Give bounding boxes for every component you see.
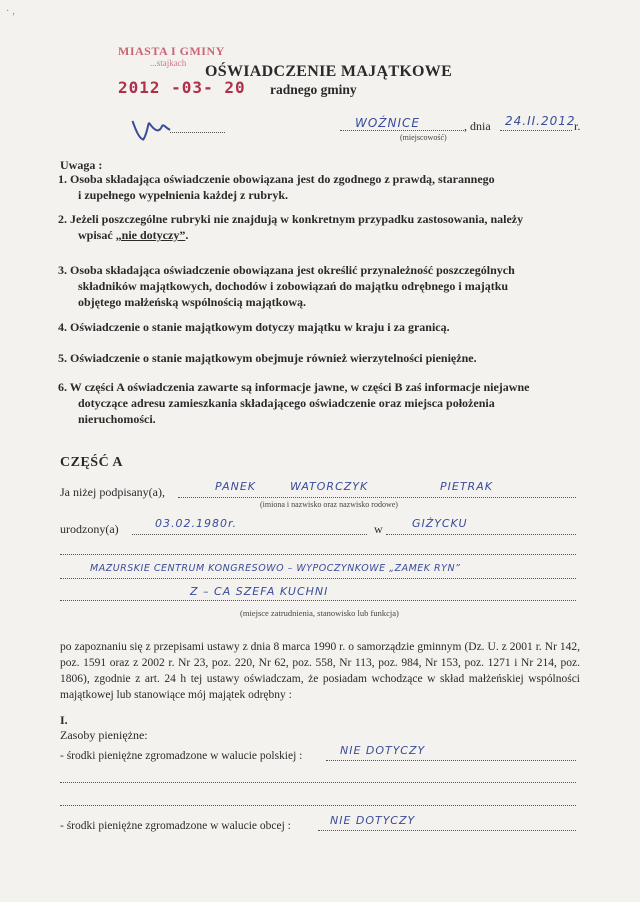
note-1-text: Osoba składająca oświadczenie obowiązana jest do zgodnego z prawdą, starannego [70, 172, 495, 186]
office-stamp-place: ...stajkach [150, 58, 187, 68]
signer-third-name: PIETRAK [440, 480, 493, 493]
note-4 [58, 319, 580, 335]
date-prefix: , dnia [464, 119, 491, 133]
received-date-stamp: 2012 -03- 20 [118, 78, 246, 97]
note-2-text: Jeżeli poszczególne rubryki nie znajdują w konkretnym przypadku zastosowania, należy [70, 212, 524, 226]
blank-dotted-line [60, 554, 576, 555]
note-6 [58, 379, 580, 427]
foreign-funds-label: - środki pieniężne zgromadzone w walucie obcej : [60, 820, 291, 832]
signer-hint: (imiona i nazwisko oraz nazwisko rodowe) [260, 500, 398, 509]
born-date-value: 03.02.1980r. [155, 517, 237, 530]
signer-second-name: WATORCZYK [290, 480, 369, 493]
pln-funds-extra-line-2 [60, 805, 576, 806]
note-5-number: 5. [58, 351, 67, 365]
note-2-continuation [58, 227, 580, 243]
pln-funds-value: NIE DOTYCZY [340, 744, 426, 757]
born-date-dotted-line [132, 534, 367, 535]
signer-dotted-line [178, 497, 576, 498]
note-1-number: 1. [58, 172, 67, 186]
section-one-heading: Zasoby pieniężne: [60, 728, 148, 742]
note-6-number: 6. [58, 380, 67, 394]
place-dotted-line [340, 130, 464, 131]
note-6-continuation-2: nieruchomości. [78, 412, 156, 426]
date-dotted-line [500, 130, 572, 131]
document-subtitle: radnego gminy [270, 82, 357, 97]
place-hint: (miejscowość) [400, 133, 447, 142]
employment-dotted-line-1 [60, 578, 576, 579]
note-3 [58, 262, 580, 310]
note-3-continuation: składników majątkowych, dochodów i zobowiązań do majątku odrębnego i majątku [78, 279, 509, 293]
note-2-cont-quote: „nie dotyczy” [115, 228, 186, 242]
employment-value-1: MAZURSKIE CENTRUM KONGRESOWO – WYPOCZYNKOWE „ZAMEK RYN” [90, 563, 461, 574]
initials-signature-icon [128, 109, 180, 145]
note-2-cont-prefix: wpisać [78, 228, 113, 242]
note-1 [58, 171, 580, 203]
office-stamp: MIASTA I GMINY [118, 44, 225, 58]
initials-dotted-line [170, 132, 225, 133]
born-in-label: w [374, 522, 383, 536]
note-6-continuation: dotyczące adresu zamieszkania składającego oświadczenie oraz miejsca położenia [78, 396, 495, 410]
note-2 [58, 211, 580, 243]
document-title: OŚWIADCZENIE MAJĄTKOWE [205, 63, 453, 80]
note-3-text: Osoba składająca oświadczenie obowiązana jest określić przynależność poszczególnych [70, 263, 515, 277]
pln-funds-extra-line-1 [60, 782, 576, 783]
date-value: 24.II.2012 [505, 114, 576, 128]
pln-funds-dotted-line [326, 760, 576, 761]
born-place-value: GIŻYCKU [412, 517, 468, 530]
note-2-cont-suffix: . [185, 228, 189, 242]
note-5 [58, 350, 580, 366]
foreign-funds-dotted-line [318, 830, 576, 831]
signer-label: Ja niżej podpisany(a), [60, 485, 165, 499]
note-2-number: 2. [58, 212, 67, 226]
handwritten-initials [128, 109, 181, 151]
born-label: urodzony(a) [60, 522, 119, 536]
foreign-funds-value: NIE DOTYCZY [330, 814, 416, 827]
scan-edge-mark: · ‚ [6, 6, 16, 17]
employment-hint: (miejsce zatrudnienia, stanowisko lub funkcja) [240, 608, 399, 618]
note-1-continuation: i zupełnego wypełnienia każdej z rubryk. [78, 188, 289, 202]
note-3-continuation-2: objętego małżeńską wspólnością majątkową. [78, 295, 306, 309]
legal-paragraph: po zapoznaniu się z przepisami ustawy z dnia 8 marca 1990 r. o samorządzie gminnym (Dz. U. z 2001 r. Nr 142, poz. 1591 oraz z 2002 r. Nr 23, poz. 220, Nr 62, poz. 558, Nr 113, poz. 984, Nr 153, poz. 1271 i Nr 214, poz. 1806), zgodnie z art. 24 h tej ustawy oświadczam, że posiadam wchodzące w skład małżeńskiej wspólności majątkowej lub stanowiące mój majątek odrębny : [60, 641, 580, 701]
notes-heading: Uwaga : [60, 158, 103, 172]
employment-dotted-line-2 [60, 600, 576, 601]
employment-value-2: Z – CA SZEFA KUCHNI [190, 585, 329, 598]
section-one-roman: I. [60, 713, 68, 727]
part-a-heading: CZĘŚĆ A [60, 455, 124, 470]
signer-first-name: PANEK [215, 480, 257, 493]
note-4-text: Oświadczenie o stanie majątkowym dotyczy majątku w kraju i za granicą. [70, 320, 450, 334]
note-3-number: 3. [58, 263, 67, 277]
born-place-dotted-line [386, 534, 576, 535]
date-suffix: r. [574, 119, 581, 133]
place-value: WOŹNICE [355, 116, 421, 130]
note-6-text: W części A oświadczenia zawarte są informacje jawne, w części B zaś informacje niejawne [69, 380, 530, 394]
note-5-text: Oświadczenie o stanie majątkowym obejmuje również wierzytelności pieniężne. [70, 351, 477, 365]
pln-funds-label: - środki pieniężne zgromadzone w walucie polskiej : [60, 750, 303, 762]
note-4-number: 4. [58, 320, 67, 334]
